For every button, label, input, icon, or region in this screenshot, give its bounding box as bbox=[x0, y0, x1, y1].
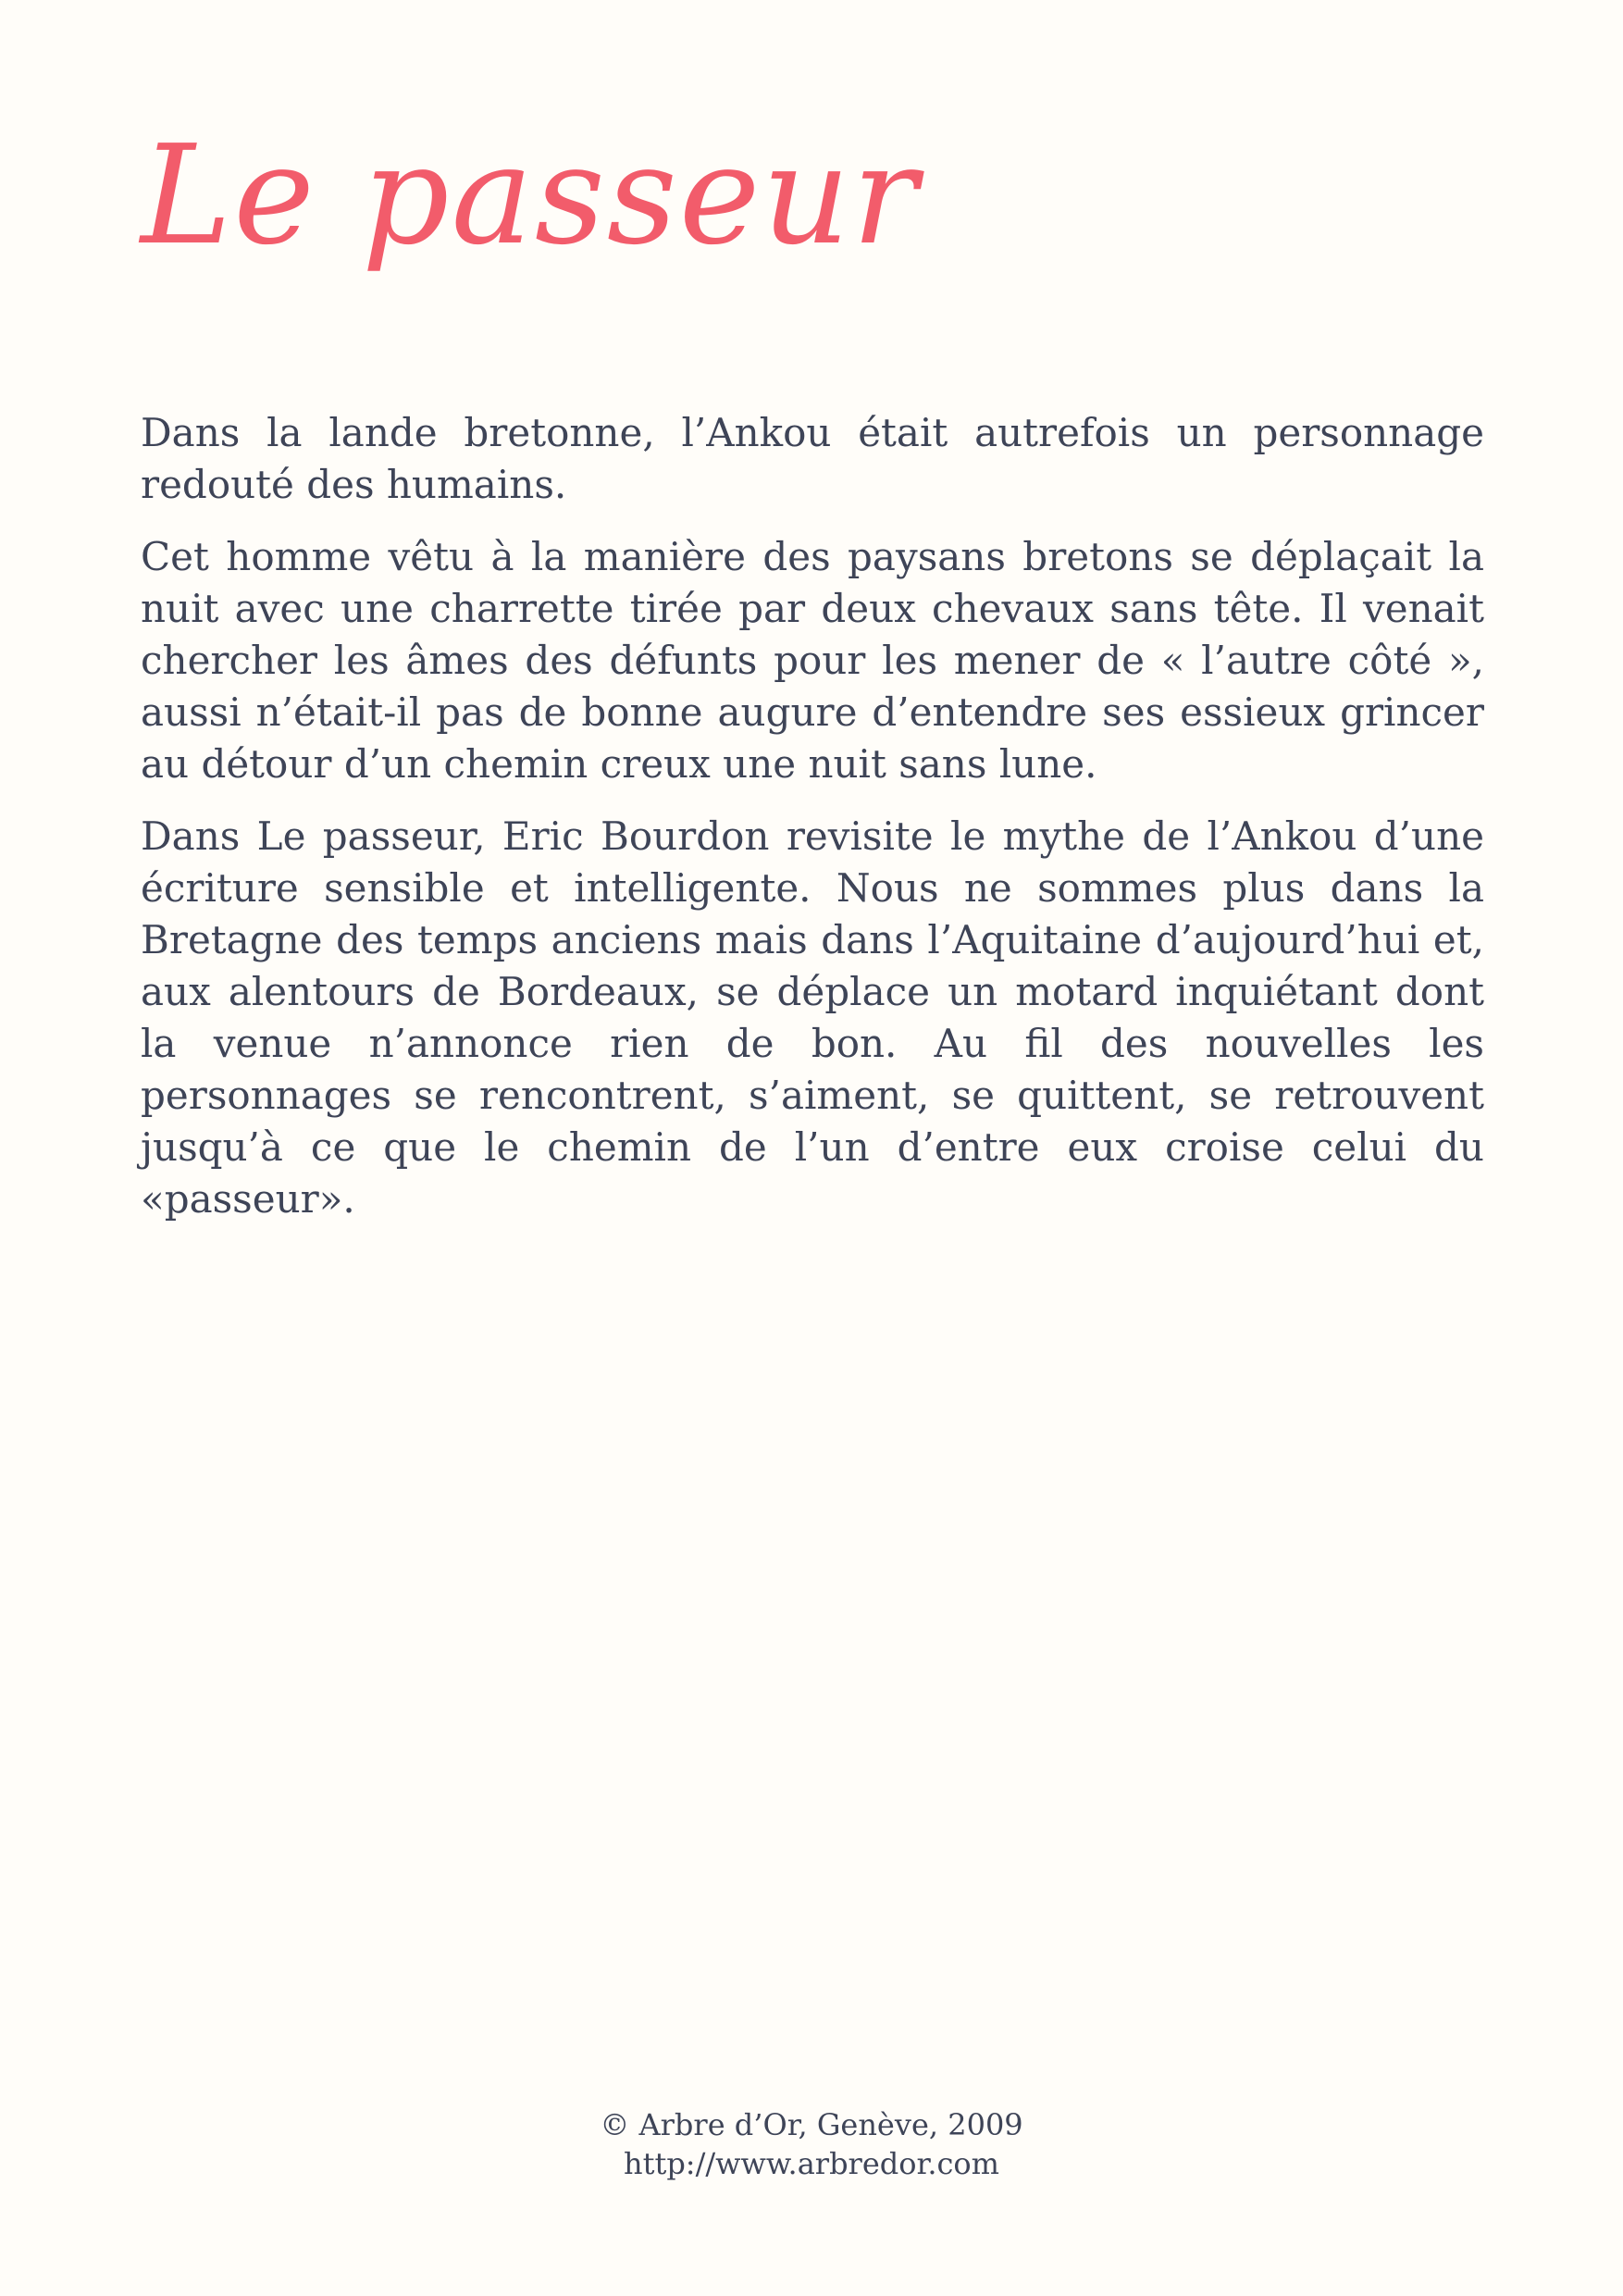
paragraph-book: Dans Le passeur, Eric Bourdon revisite le mythe de l’Ankou d’une écriture sensible et intelligente. Nous ne sommes plus dans la Bretagne des temps anciens mais dans l’Aquitaine d’aujourd’hui et, aux alentours de Bordeaux, se déplace un motard inquiétant dont la venue n’annonce rien de bon. Au fil des nouvelles les personnages se rencontrent, s’aiment, se quittent, se retrouvent jusqu’à ce que le chemin de l’un d’entre eux croise celui du «passeur». bbox=[141, 813, 1484, 1222]
footer bbox=[0, 2105, 1623, 2183]
website-link[interactable]: http://www.arbredor.com bbox=[623, 2146, 1000, 2181]
copyright-line: © Arbre d’Or, Genève, 2009 bbox=[600, 2107, 1023, 2142]
page-title: Le passeur bbox=[141, 116, 920, 275]
paragraph-ankou: Cet homme vêtu à la manière des paysans bretons se déplaçait la nuit avec une charrette tirée par deux chevaux sans tête. Il venait chercher les âmes des défunts pour les mener de « l’autre côté », aussi n’était-il pas de bonne augure d’entendre ses essieux grincer au détour d’un chemin creux une nuit sans lune. bbox=[141, 534, 1484, 787]
description-text bbox=[141, 407, 1484, 1246]
paragraph-intro: Dans la lande bretonne, l’Ankou était autrefois un personnage redouté des humains. bbox=[141, 410, 1484, 507]
